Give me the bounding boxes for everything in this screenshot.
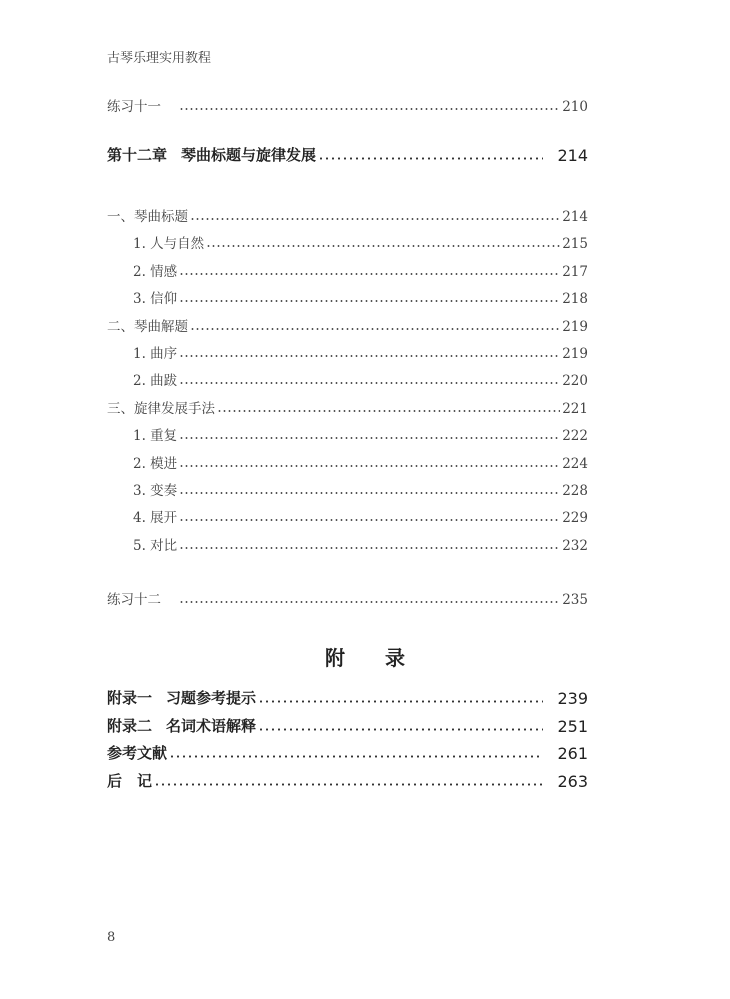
toc-entry[interactable] — [133, 230, 588, 252]
dot-leader — [190, 218, 560, 220]
toc-entry-title: 2. 模进 — [133, 455, 178, 472]
dot-leader — [179, 273, 560, 275]
toc-entry-page: 219 — [562, 318, 588, 335]
toc-entry[interactable] — [107, 203, 588, 225]
appendix-title: 习题参考提示 — [166, 689, 257, 707]
dot-leader — [179, 300, 560, 302]
toc-entry[interactable] — [133, 258, 588, 280]
dot-leader — [179, 492, 560, 494]
toc-entry-page: 219 — [562, 346, 588, 362]
dot-leader — [217, 410, 560, 412]
toc-entry-title: 一、琴曲标题 — [107, 209, 188, 225]
toc-entry-title: 3. 信仰 — [133, 291, 178, 308]
toc-entry-title: 二、琴曲解题 — [107, 318, 188, 335]
chapter-page: 214 — [557, 146, 588, 165]
dot-leader — [258, 700, 543, 703]
appendix-page: 251 — [557, 716, 588, 736]
toc-entry-title: 2. 情感 — [133, 263, 178, 280]
toc-entry-page: 221 — [562, 400, 588, 417]
appendix-label: 附录一 — [107, 689, 153, 707]
dot-leader — [179, 108, 560, 110]
chapter-number: 第十二章 — [107, 146, 168, 164]
dot-leader — [169, 755, 543, 758]
dot-leader — [179, 465, 560, 467]
dot-leader — [179, 437, 560, 439]
toc-entry[interactable] — [133, 477, 588, 499]
toc-entry-title: 5. 对比 — [133, 537, 178, 554]
dot-leader — [154, 783, 543, 786]
toc-entry[interactable] — [133, 532, 588, 554]
chapter-title: 琴曲标题与旋律发展 — [181, 146, 317, 164]
toc-entry[interactable] — [133, 504, 588, 526]
toc-entry-page: 235 — [562, 592, 588, 608]
toc-entry-page: 232 — [562, 537, 588, 554]
toc-entry-page: 210 — [562, 99, 588, 115]
toc-entry-page: 220 — [562, 373, 588, 390]
appendix-page: 263 — [557, 772, 588, 792]
appendix-label: 附录二 — [107, 716, 153, 735]
toc-entry[interactable] — [133, 285, 588, 307]
toc-entry-exercise-11[interactable] — [107, 93, 588, 115]
appendix-title: 参考文献 — [107, 744, 168, 763]
toc-entry-page: 224 — [562, 455, 588, 472]
running-header: 古琴乐理实用教程 — [107, 51, 212, 66]
toc-chapter-12[interactable] — [107, 143, 588, 165]
toc-entry-title: 4. 展开 — [133, 510, 178, 527]
toc-entry-title: 2. 曲跋 — [133, 373, 178, 390]
toc-entry-title: 练习十一 — [107, 99, 161, 115]
dot-leader — [318, 157, 543, 160]
appendix-entry[interactable] — [107, 741, 588, 763]
dot-leader — [190, 328, 560, 330]
toc-entry-page: 217 — [562, 263, 588, 280]
toc-entry[interactable] — [107, 313, 588, 335]
page-number: 8 — [107, 930, 116, 945]
appendix-entry[interactable] — [107, 769, 588, 791]
toc-entry-page: 215 — [562, 236, 588, 253]
appendix-title: 后 记 — [107, 772, 153, 791]
toc-entry[interactable] — [133, 340, 588, 362]
appendix-page: 239 — [557, 689, 588, 708]
dot-leader — [179, 601, 560, 603]
dot-leader — [179, 355, 560, 357]
appendix-entry[interactable] — [107, 714, 588, 736]
appendix-entry[interactable] — [107, 686, 588, 708]
toc-entry-exercise-12[interactable] — [107, 586, 588, 608]
toc-entry[interactable] — [133, 422, 588, 444]
toc-entry-title: 1. 重复 — [133, 428, 178, 445]
toc-entry-page: 222 — [562, 428, 588, 445]
toc-entry-title: 1. 曲序 — [133, 346, 178, 362]
dot-leader — [179, 382, 560, 384]
toc-entry[interactable] — [133, 450, 588, 472]
toc-entry[interactable] — [107, 395, 588, 417]
dot-leader — [258, 728, 543, 731]
toc-entry-title: 三、旋律发展手法 — [107, 400, 215, 417]
toc-entry-title: 练习十二 — [107, 592, 161, 608]
toc-entry-page: 229 — [562, 510, 588, 527]
dot-leader — [206, 245, 560, 247]
appendix-title: 名词术语解释 — [166, 716, 257, 735]
appendix-page: 261 — [557, 744, 588, 764]
appendix-heading: 附录 — [325, 646, 445, 670]
toc-entry-page: 228 — [562, 483, 588, 499]
toc-entry-page: 214 — [562, 209, 588, 225]
dot-leader — [179, 519, 560, 521]
toc-entry-page: 218 — [562, 291, 588, 308]
toc-entry-title: 3. 变奏 — [133, 483, 178, 499]
dot-leader — [179, 547, 560, 549]
toc-entry[interactable] — [133, 367, 588, 389]
toc-entry-title: 1. 人与自然 — [133, 236, 205, 253]
